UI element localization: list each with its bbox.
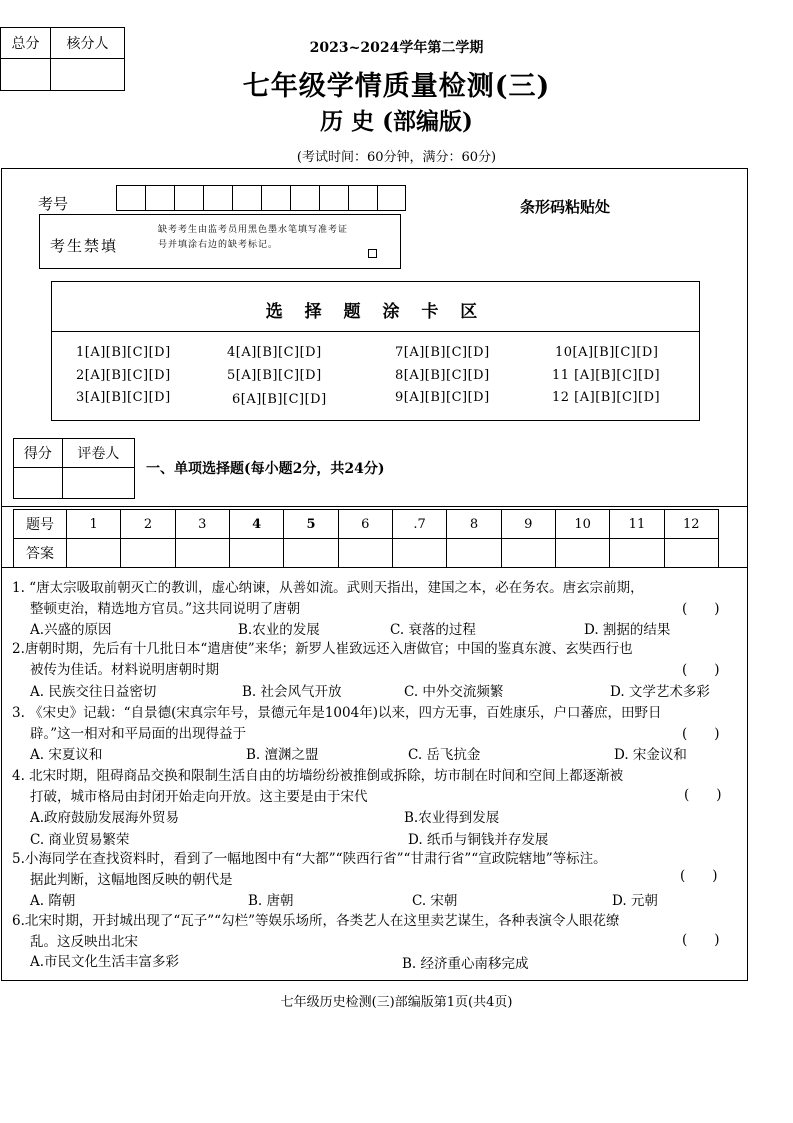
answer-card-heading: 选 择 题 涂 卡 区 <box>265 302 486 322</box>
question-stem: 打破，城市格局由封闭开始走向开放。这主要是由于宋代 <box>30 789 368 805</box>
answer-paren[interactable]: ( ) <box>682 601 720 617</box>
section-score-label: 得分 <box>14 439 63 468</box>
grid-answer-cell[interactable] <box>610 539 664 568</box>
grid-number: 4 <box>229 510 283 539</box>
grid-number: 10 <box>555 510 609 539</box>
option-b: B. 澶渊之盟 <box>246 747 319 763</box>
absent-mark-checkbox[interactable] <box>368 249 377 258</box>
grid-number: 11 <box>610 510 664 539</box>
option-b: B.农业的发展 <box>238 622 320 638</box>
section-grader-cell[interactable] <box>62 468 134 499</box>
grid-number: .7 <box>392 510 446 539</box>
grid-answer-cell[interactable] <box>392 539 446 568</box>
question-6 <box>12 911 736 975</box>
question-stem: 4. 北宋时期，阻碍商品交换和限制生活自由的坊墙纷纷被推倒或拆除，坊市制在时间和空间上都逐渐被 <box>12 768 624 784</box>
grid-number: 6 <box>338 510 392 539</box>
question-stem: 据此判断，这幅地图反映的朝代是 <box>30 872 233 888</box>
question-stem: 1. “唐太宗吸取前朝灭亡的教训，虚心纳谏，从善如流。武则天指出，建国之本，必在务农。唐玄宗前期， <box>12 580 644 596</box>
option-d: D. 宋金议和 <box>614 747 687 763</box>
kaohao-digit-box[interactable] <box>116 185 145 211</box>
grid-answer-cell[interactable] <box>229 539 283 568</box>
kaohao-digit-box[interactable] <box>145 185 174 211</box>
option-c: C. 中外交流频繁 <box>404 684 504 700</box>
question-1 <box>12 578 736 642</box>
kaohao-digit-box[interactable] <box>232 185 261 211</box>
section-grader-label: 评卷人 <box>62 439 134 468</box>
section-score-box <box>13 438 135 499</box>
kaohao-digit-box[interactable] <box>203 185 232 211</box>
kaohao-digit-box[interactable] <box>377 185 406 211</box>
answer-option-10[interactable]: 10[A][B][C][D] <box>555 345 659 360</box>
question-2 <box>12 639 736 703</box>
option-d: D. 文学艺术多彩 <box>610 684 710 700</box>
kaohao-input-boxes[interactable] <box>116 185 406 211</box>
page-footer: 七年级历史检测(三)部编版第1页(共4页) <box>280 995 513 1010</box>
barcode-area-label: 条形码粘贴处 <box>520 198 611 216</box>
answer-option-4[interactable]: 4[A][B][C][D] <box>227 345 322 360</box>
question-5 <box>12 849 736 913</box>
option-b: B. 社会风气开放 <box>242 684 342 700</box>
section-title: 一、单项选择题(每小题2分，共24分) <box>146 461 385 477</box>
grid-number: 3 <box>175 510 229 539</box>
grid-number: 2 <box>121 510 175 539</box>
option-d: D. 割据的结果 <box>584 622 671 638</box>
grid-answer-cell[interactable] <box>67 539 121 568</box>
answer-paren[interactable]: ( ) <box>684 787 722 803</box>
grid-answer-cell[interactable] <box>664 539 718 568</box>
answer-paren[interactable]: ( ) <box>682 662 720 678</box>
option-b: B. 经济重心南移完成 <box>402 956 529 972</box>
exam-subject: 历 史 (部编版) <box>320 108 473 135</box>
candidate-forbidden-box <box>39 214 401 269</box>
option-a: A. 民族交往日益密切 <box>30 684 157 700</box>
answer-option-1[interactable]: 1[A][B][C][D] <box>76 345 171 360</box>
option-c: C. 商业贸易繁荣 <box>30 832 130 848</box>
grid-number: 1 <box>67 510 121 539</box>
answer-grid <box>13 509 719 568</box>
grid-answer-cell[interactable] <box>447 539 501 568</box>
grid-answer-row <box>14 539 719 568</box>
answer-option-11[interactable]: 11 [A][B][C][D] <box>552 368 661 383</box>
grid-answer-cell[interactable] <box>121 539 175 568</box>
answer-card-header <box>52 282 699 332</box>
answer-option-8[interactable]: 8[A][B][C][D] <box>395 368 490 383</box>
exam-title: 七年级学情质量检测(三) <box>242 71 551 102</box>
answer-option-7[interactable]: 7[A][B][C][D] <box>395 345 490 360</box>
question-stem: 乱。这反映出北宋 <box>30 934 138 950</box>
question-stem: 2.唐朝时期，先后有十几批日本“遣唐使”来华；新罗人崔致远还入唐做官；中国的鉴真东渡、玄奘西行也 <box>12 641 633 657</box>
option-a: A.市民文化生活丰富多彩 <box>30 954 180 970</box>
score-checker-label: 核分人 <box>50 28 124 59</box>
option-b: B. 唐朝 <box>248 893 294 909</box>
kaohao-digit-box[interactable] <box>348 185 377 211</box>
divider-line <box>1 567 747 568</box>
question-stem: 被传为佳话。材料说明唐朝时期 <box>30 662 219 678</box>
grid-answer-cell[interactable] <box>284 539 338 568</box>
grid-answer-cell[interactable] <box>501 539 555 568</box>
option-c: C. 衰落的过程 <box>390 622 476 638</box>
grid-number-row <box>14 510 719 539</box>
answer-paren[interactable]: ( ) <box>680 868 718 884</box>
option-a: A.兴盛的原因 <box>30 622 112 638</box>
answer-option-9[interactable]: 9[A][B][C][D] <box>395 390 490 405</box>
grid-answer-label: 答案 <box>14 539 67 568</box>
answer-option-3[interactable]: 3[A][B][C][D] <box>76 390 171 405</box>
option-b: B.农业得到发展 <box>404 810 500 826</box>
kaohao-digit-box[interactable] <box>261 185 290 211</box>
question-stem: 辟。”这一相对和平局面的出现得益于 <box>30 726 247 742</box>
forbid-instructions: 缺考考生由监考员用黑色墨水笔填写准考证号并填涂右边的缺考标记。 <box>158 225 349 250</box>
answer-paren[interactable]: ( ) <box>682 932 720 948</box>
grid-answer-cell[interactable] <box>338 539 392 568</box>
option-a: A.政府鼓励发展海外贸易 <box>30 810 180 826</box>
grid-answer-cell[interactable] <box>175 539 229 568</box>
grid-answer-cell[interactable] <box>555 539 609 568</box>
forbid-title: 考生禁填 <box>50 237 119 255</box>
section-score-cell[interactable] <box>14 468 63 499</box>
question-stem: 5.小海同学在查找资料时，看到了一幅地图中有“大都”“陕西行省”“甘肃行省”“宣政院辖地”等标注。 <box>12 851 607 867</box>
option-a: A. 宋夏议和 <box>30 747 103 763</box>
question-3 <box>12 703 736 767</box>
question-stem: 整顿吏治，精选地方官员。”这共同说明了唐朝 <box>30 601 301 617</box>
option-c: C. 岳飞抗金 <box>408 747 481 763</box>
divider-line <box>1 506 747 507</box>
answer-option-2[interactable]: 2[A][B][C][D] <box>76 368 171 383</box>
option-d: D. 元朝 <box>612 893 658 909</box>
answer-option-6[interactable]: 6[A][B][C][D] <box>232 392 327 407</box>
question-stem: 3. 《宋史》记载：“自景德(宋真宗年号，景德元年是1004年)以来，四方无事，百姓康乐，户口蕃庶，田野日 <box>12 705 662 721</box>
exam-info: (考试时间：60分钟，满分：60分) <box>296 150 497 165</box>
kaohao-digit-box[interactable] <box>319 185 348 211</box>
option-d: D. 纸币与铜钱并存发展 <box>408 832 549 848</box>
kaohao-digit-box[interactable] <box>290 185 319 211</box>
question-4 <box>12 766 736 852</box>
total-score-label: 总分 <box>1 28 51 59</box>
grid-number-label: 题号 <box>14 510 67 539</box>
kaohao-label: 考号 <box>38 195 69 213</box>
option-a: A. 隋朝 <box>30 893 76 909</box>
answer-card-area <box>51 281 700 421</box>
grid-number: 12 <box>664 510 718 539</box>
option-c: C. 宋朝 <box>412 893 458 909</box>
answer-paren[interactable]: ( ) <box>682 726 720 742</box>
answer-option-5[interactable]: 5[A][B][C][D] <box>227 368 322 383</box>
question-stem: 6.北宋时期，开封城出现了“瓦子”“勾栏”等娱乐场所，各类艺人在这里卖艺谋生，各种表演令人眼花缭 <box>12 913 620 929</box>
answer-option-12[interactable]: 12 [A][B][C][D] <box>552 390 661 405</box>
kaohao-digit-box[interactable] <box>174 185 203 211</box>
grid-number: 8 <box>447 510 501 539</box>
grid-number: 5 <box>284 510 338 539</box>
grid-number: 9 <box>501 510 555 539</box>
school-year: 2023~2024学年第二学期 <box>309 40 484 56</box>
